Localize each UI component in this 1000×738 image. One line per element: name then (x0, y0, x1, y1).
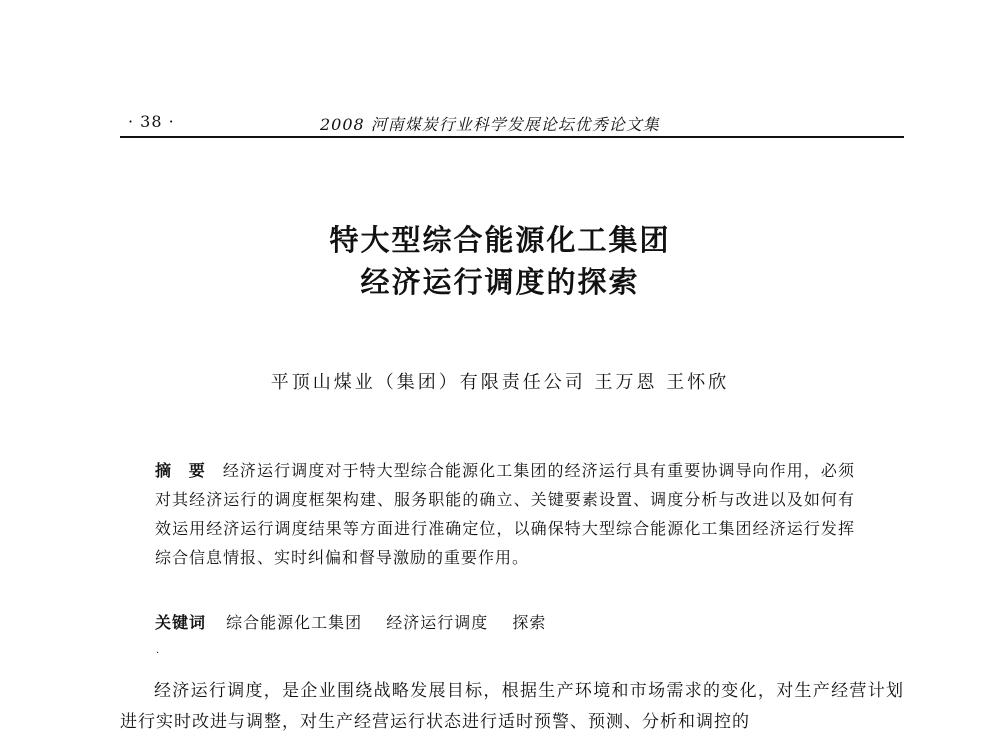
body-paragraph: 经济运行调度，是企业围绕战略发展目标，根据生产环境和市场需求的变化，对生产经营计划进行实时改进与调整，对生产经营运行状态进行适时预警、预测、分析和调控的 (120, 681, 904, 732)
keyword-item: 综合能源化工集团 (226, 613, 363, 632)
paper-title-line-1: 特大型综合能源化工集团 (329, 223, 671, 257)
header-rule (120, 136, 904, 138)
running-header (120, 108, 902, 134)
keyword-item: 经济运行调度 (386, 613, 489, 632)
keywords-label: 关键词 (155, 613, 207, 632)
paper-title-line-2: 经济运行调度的探索 (360, 265, 640, 299)
abstract (155, 456, 855, 572)
keywords (155, 610, 855, 633)
abstract-text: 经济运行调度对于特大型综合能源化工集团的经济运行具有重要协调导向作用，必须对其经济运行的调度框架构建、服务职能的确立、关键要素设置、调度分析与改进以及如何有效运用经济运行调度结果等方面进行准确定位，以确保特大型综合能源化工集团经济运行发挥综合信息情报、实时纠偏和督导激励的重要作用。 (155, 461, 855, 567)
journal-title: 2008 河南煤炭行业科学发展论坛优秀论文集 (320, 115, 660, 134)
page-number: · 38 · (128, 112, 175, 131)
abstract-label: 摘 要 (155, 461, 211, 480)
keyword-item: 探索 (512, 613, 547, 632)
dot-mark: · (156, 648, 160, 659)
author-affiliation: 平顶山煤业（集团）有限责任公司 王万恩 王怀欣 (270, 372, 730, 393)
